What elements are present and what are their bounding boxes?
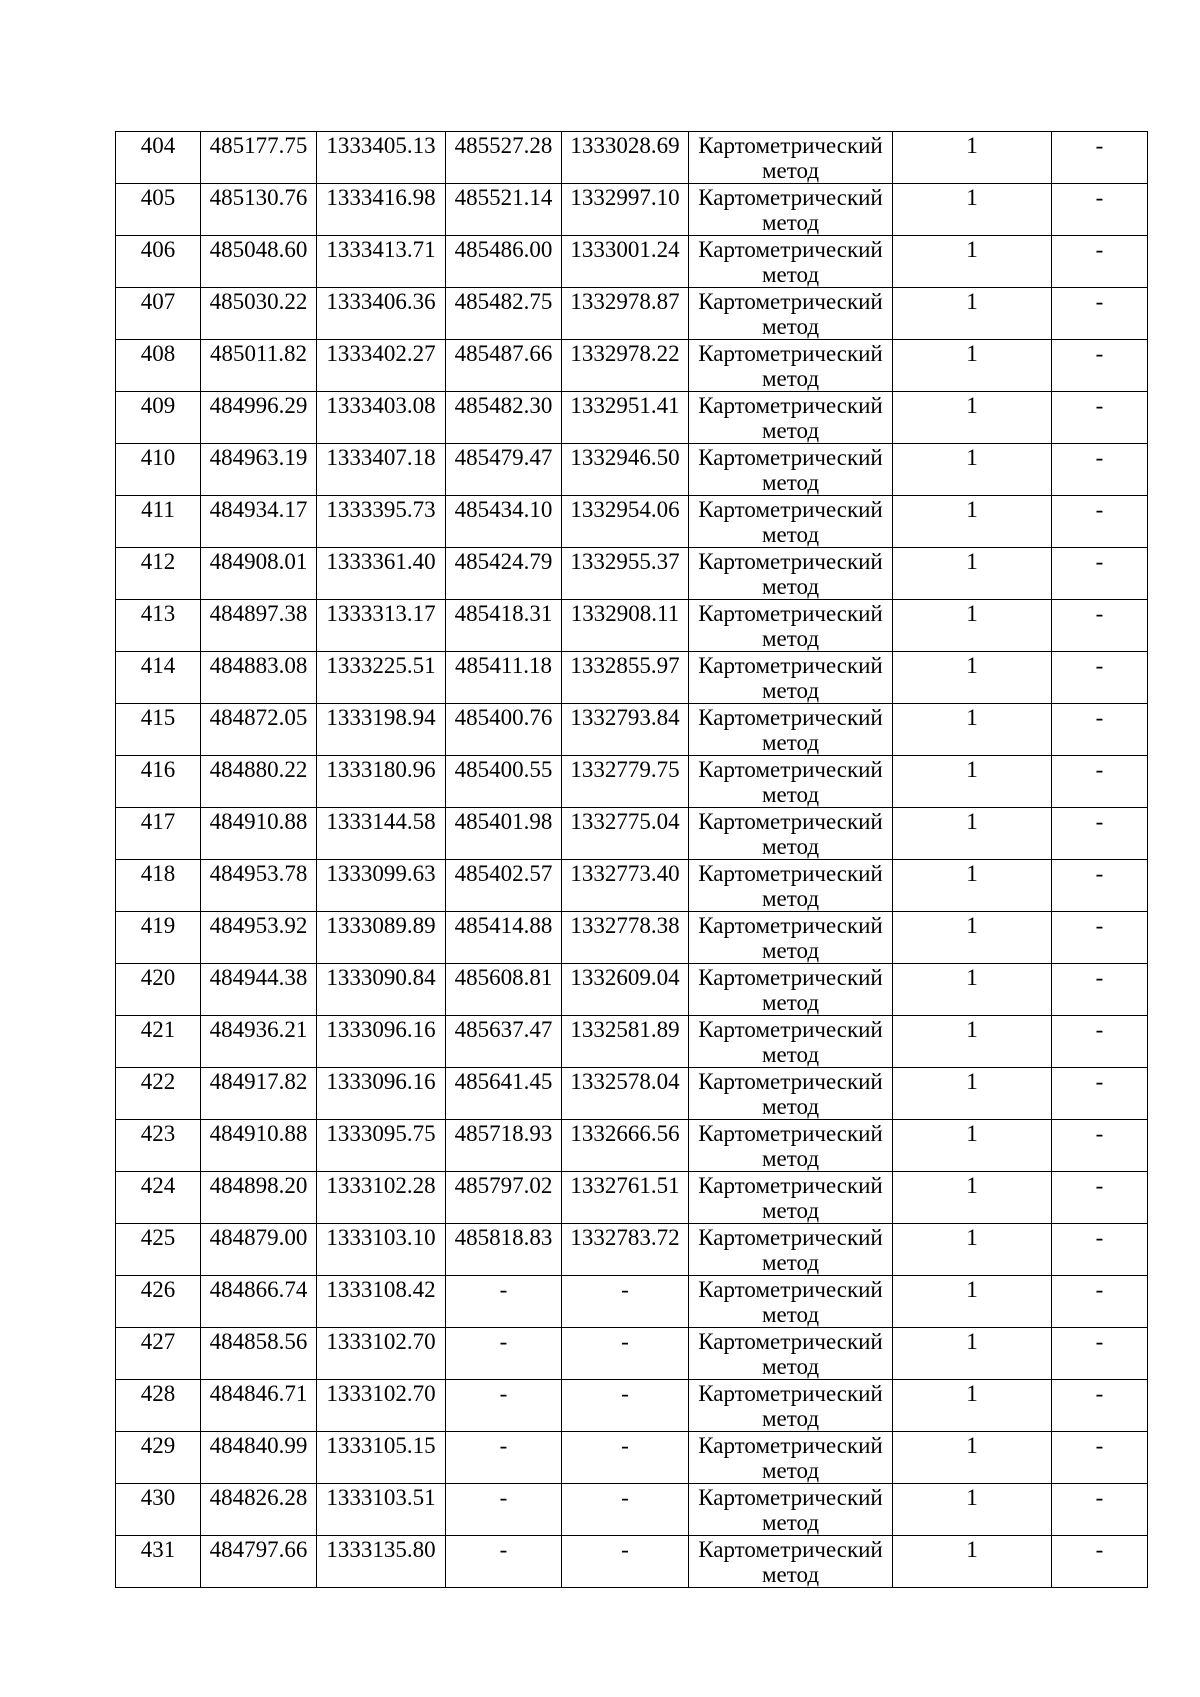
note-cell: - bbox=[1052, 1172, 1148, 1224]
accuracy-cell: 1 bbox=[893, 1328, 1052, 1380]
note-cell: - bbox=[1052, 600, 1148, 652]
table-row bbox=[116, 184, 1148, 236]
accuracy-cell: 1 bbox=[893, 1380, 1052, 1432]
y-coordinate-cell: 1333180.96 bbox=[317, 756, 446, 808]
table-row bbox=[116, 548, 1148, 600]
y2-coordinate-cell: - bbox=[562, 1276, 689, 1328]
table-row bbox=[116, 1484, 1148, 1536]
x-coordinate-cell: 484840.99 bbox=[201, 1432, 317, 1484]
y-coordinate-cell: 1333407.18 bbox=[317, 444, 446, 496]
x-coordinate-cell: 484880.22 bbox=[201, 756, 317, 808]
x2-coordinate-cell: - bbox=[446, 1536, 562, 1588]
x2-coordinate-cell: 485487.66 bbox=[446, 340, 562, 392]
y-coordinate-cell: 1333096.16 bbox=[317, 1068, 446, 1120]
table-row bbox=[116, 964, 1148, 1016]
y-coordinate-cell: 1333103.51 bbox=[317, 1484, 446, 1536]
accuracy-cell: 1 bbox=[893, 340, 1052, 392]
accuracy-cell: 1 bbox=[893, 600, 1052, 652]
note-cell: - bbox=[1052, 1120, 1148, 1172]
method-cell: Картометрический метод bbox=[689, 444, 893, 496]
method-cell: Картометрический метод bbox=[689, 1276, 893, 1328]
method-cell: Картометрический метод bbox=[689, 808, 893, 860]
x-coordinate-cell: 485048.60 bbox=[201, 236, 317, 288]
note-cell: - bbox=[1052, 964, 1148, 1016]
x2-coordinate-cell: 485608.81 bbox=[446, 964, 562, 1016]
table-row bbox=[116, 132, 1148, 184]
x2-coordinate-cell: 485637.47 bbox=[446, 1016, 562, 1068]
method-cell: Картометрический метод bbox=[689, 912, 893, 964]
x-coordinate-cell: 484910.88 bbox=[201, 808, 317, 860]
y2-coordinate-cell: 1332666.56 bbox=[562, 1120, 689, 1172]
y2-coordinate-cell: 1332779.75 bbox=[562, 756, 689, 808]
x2-coordinate-cell: 485424.79 bbox=[446, 548, 562, 600]
accuracy-cell: 1 bbox=[893, 808, 1052, 860]
x-coordinate-cell: 484910.88 bbox=[201, 1120, 317, 1172]
table-row bbox=[116, 340, 1148, 392]
method-cell: Картометрический метод bbox=[689, 1016, 893, 1068]
y2-coordinate-cell: 1332778.38 bbox=[562, 912, 689, 964]
x2-coordinate-cell: 485482.30 bbox=[446, 392, 562, 444]
table-row bbox=[116, 1068, 1148, 1120]
x2-coordinate-cell: 485414.88 bbox=[446, 912, 562, 964]
coordinates-table bbox=[115, 131, 1148, 1588]
method-cell: Картометрический метод bbox=[689, 652, 893, 704]
x-coordinate-cell: 484963.19 bbox=[201, 444, 317, 496]
accuracy-cell: 1 bbox=[893, 1120, 1052, 1172]
accuracy-cell: 1 bbox=[893, 132, 1052, 184]
x2-coordinate-cell: 485418.31 bbox=[446, 600, 562, 652]
x2-coordinate-cell: 485486.00 bbox=[446, 236, 562, 288]
y-coordinate-cell: 1333103.10 bbox=[317, 1224, 446, 1276]
y-coordinate-cell: 1333096.16 bbox=[317, 1016, 446, 1068]
point-number-cell: 430 bbox=[116, 1484, 201, 1536]
note-cell: - bbox=[1052, 860, 1148, 912]
x2-coordinate-cell: - bbox=[446, 1484, 562, 1536]
x2-coordinate-cell: 485479.47 bbox=[446, 444, 562, 496]
x-coordinate-cell: 485130.76 bbox=[201, 184, 317, 236]
note-cell: - bbox=[1052, 1484, 1148, 1536]
y-coordinate-cell: 1333108.42 bbox=[317, 1276, 446, 1328]
y-coordinate-cell: 1333405.13 bbox=[317, 132, 446, 184]
x2-coordinate-cell: 485401.98 bbox=[446, 808, 562, 860]
x-coordinate-cell: 484996.29 bbox=[201, 392, 317, 444]
y-coordinate-cell: 1333395.73 bbox=[317, 496, 446, 548]
method-cell: Картометрический метод bbox=[689, 1328, 893, 1380]
y-coordinate-cell: 1333313.17 bbox=[317, 600, 446, 652]
point-number-cell: 429 bbox=[116, 1432, 201, 1484]
y2-coordinate-cell: - bbox=[562, 1484, 689, 1536]
y2-coordinate-cell: 1332793.84 bbox=[562, 704, 689, 756]
x-coordinate-cell: 484879.00 bbox=[201, 1224, 317, 1276]
note-cell: - bbox=[1052, 704, 1148, 756]
y2-coordinate-cell: 1332978.87 bbox=[562, 288, 689, 340]
accuracy-cell: 1 bbox=[893, 704, 1052, 756]
accuracy-cell: 1 bbox=[893, 184, 1052, 236]
accuracy-cell: 1 bbox=[893, 1172, 1052, 1224]
table-row bbox=[116, 1016, 1148, 1068]
accuracy-cell: 1 bbox=[893, 392, 1052, 444]
x-coordinate-cell: 484846.71 bbox=[201, 1380, 317, 1432]
y-coordinate-cell: 1333089.89 bbox=[317, 912, 446, 964]
x2-coordinate-cell: 485641.45 bbox=[446, 1068, 562, 1120]
table-row bbox=[116, 704, 1148, 756]
accuracy-cell: 1 bbox=[893, 860, 1052, 912]
x-coordinate-cell: 485030.22 bbox=[201, 288, 317, 340]
y-coordinate-cell: 1333225.51 bbox=[317, 652, 446, 704]
x-coordinate-cell: 484908.01 bbox=[201, 548, 317, 600]
table-row bbox=[116, 288, 1148, 340]
point-number-cell: 427 bbox=[116, 1328, 201, 1380]
y-coordinate-cell: 1333102.70 bbox=[317, 1328, 446, 1380]
table-row bbox=[116, 1536, 1148, 1588]
point-number-cell: 428 bbox=[116, 1380, 201, 1432]
y2-coordinate-cell: 1332773.40 bbox=[562, 860, 689, 912]
accuracy-cell: 1 bbox=[893, 1016, 1052, 1068]
x2-coordinate-cell: - bbox=[446, 1328, 562, 1380]
x2-coordinate-cell: 485482.75 bbox=[446, 288, 562, 340]
method-cell: Картометрический метод bbox=[689, 1380, 893, 1432]
method-cell: Картометрический метод bbox=[689, 964, 893, 1016]
table-row bbox=[116, 444, 1148, 496]
note-cell: - bbox=[1052, 1224, 1148, 1276]
note-cell: - bbox=[1052, 1328, 1148, 1380]
method-cell: Картометрический метод bbox=[689, 288, 893, 340]
point-number-cell: 412 bbox=[116, 548, 201, 600]
x2-coordinate-cell: 485818.83 bbox=[446, 1224, 562, 1276]
y-coordinate-cell: 1333102.28 bbox=[317, 1172, 446, 1224]
note-cell: - bbox=[1052, 288, 1148, 340]
x-coordinate-cell: 484953.92 bbox=[201, 912, 317, 964]
point-number-cell: 414 bbox=[116, 652, 201, 704]
point-number-cell: 411 bbox=[116, 496, 201, 548]
x-coordinate-cell: 484826.28 bbox=[201, 1484, 317, 1536]
method-cell: Картометрический метод bbox=[689, 236, 893, 288]
table-body bbox=[116, 132, 1148, 1588]
y2-coordinate-cell: 1332855.97 bbox=[562, 652, 689, 704]
point-number-cell: 423 bbox=[116, 1120, 201, 1172]
x2-coordinate-cell: 485718.93 bbox=[446, 1120, 562, 1172]
accuracy-cell: 1 bbox=[893, 912, 1052, 964]
table-row bbox=[116, 1432, 1148, 1484]
point-number-cell: 422 bbox=[116, 1068, 201, 1120]
table-row bbox=[116, 1328, 1148, 1380]
method-cell: Картометрический метод bbox=[689, 496, 893, 548]
y2-coordinate-cell: 1332951.41 bbox=[562, 392, 689, 444]
table-row bbox=[116, 236, 1148, 288]
note-cell: - bbox=[1052, 1068, 1148, 1120]
accuracy-cell: 1 bbox=[893, 652, 1052, 704]
table-row bbox=[116, 392, 1148, 444]
y-coordinate-cell: 1333144.58 bbox=[317, 808, 446, 860]
point-number-cell: 426 bbox=[116, 1276, 201, 1328]
method-cell: Картометрический метод bbox=[689, 392, 893, 444]
note-cell: - bbox=[1052, 132, 1148, 184]
note-cell: - bbox=[1052, 1276, 1148, 1328]
table-row bbox=[116, 1276, 1148, 1328]
x2-coordinate-cell: - bbox=[446, 1276, 562, 1328]
note-cell: - bbox=[1052, 548, 1148, 600]
y2-coordinate-cell: - bbox=[562, 1380, 689, 1432]
method-cell: Картометрический метод bbox=[689, 1224, 893, 1276]
accuracy-cell: 1 bbox=[893, 548, 1052, 600]
accuracy-cell: 1 bbox=[893, 444, 1052, 496]
method-cell: Картометрический метод bbox=[689, 132, 893, 184]
y-coordinate-cell: 1333361.40 bbox=[317, 548, 446, 600]
y-coordinate-cell: 1333416.98 bbox=[317, 184, 446, 236]
y-coordinate-cell: 1333403.08 bbox=[317, 392, 446, 444]
point-number-cell: 418 bbox=[116, 860, 201, 912]
point-number-cell: 409 bbox=[116, 392, 201, 444]
y-coordinate-cell: 1333102.70 bbox=[317, 1380, 446, 1432]
y2-coordinate-cell: 1332954.06 bbox=[562, 496, 689, 548]
x-coordinate-cell: 484858.56 bbox=[201, 1328, 317, 1380]
table-row bbox=[116, 1224, 1148, 1276]
y-coordinate-cell: 1333402.27 bbox=[317, 340, 446, 392]
y2-coordinate-cell: 1332578.04 bbox=[562, 1068, 689, 1120]
y2-coordinate-cell: 1332946.50 bbox=[562, 444, 689, 496]
y2-coordinate-cell: - bbox=[562, 1432, 689, 1484]
point-number-cell: 407 bbox=[116, 288, 201, 340]
x-coordinate-cell: 484936.21 bbox=[201, 1016, 317, 1068]
method-cell: Картометрический метод bbox=[689, 340, 893, 392]
x2-coordinate-cell: 485400.55 bbox=[446, 756, 562, 808]
accuracy-cell: 1 bbox=[893, 964, 1052, 1016]
point-number-cell: 404 bbox=[116, 132, 201, 184]
y-coordinate-cell: 1333406.36 bbox=[317, 288, 446, 340]
x2-coordinate-cell: 485797.02 bbox=[446, 1172, 562, 1224]
x2-coordinate-cell: 485400.76 bbox=[446, 704, 562, 756]
y2-coordinate-cell: 1332761.51 bbox=[562, 1172, 689, 1224]
y2-coordinate-cell: 1332955.37 bbox=[562, 548, 689, 600]
table-row bbox=[116, 1172, 1148, 1224]
note-cell: - bbox=[1052, 444, 1148, 496]
point-number-cell: 419 bbox=[116, 912, 201, 964]
method-cell: Картометрический метод bbox=[689, 1432, 893, 1484]
note-cell: - bbox=[1052, 756, 1148, 808]
y2-coordinate-cell: - bbox=[562, 1536, 689, 1588]
accuracy-cell: 1 bbox=[893, 288, 1052, 340]
table-row bbox=[116, 600, 1148, 652]
y2-coordinate-cell: 1333001.24 bbox=[562, 236, 689, 288]
x-coordinate-cell: 484953.78 bbox=[201, 860, 317, 912]
note-cell: - bbox=[1052, 496, 1148, 548]
accuracy-cell: 1 bbox=[893, 1276, 1052, 1328]
table-row bbox=[116, 652, 1148, 704]
point-number-cell: 421 bbox=[116, 1016, 201, 1068]
x-coordinate-cell: 484872.05 bbox=[201, 704, 317, 756]
y2-coordinate-cell: 1332581.89 bbox=[562, 1016, 689, 1068]
x2-coordinate-cell: 485411.18 bbox=[446, 652, 562, 704]
point-number-cell: 420 bbox=[116, 964, 201, 1016]
x-coordinate-cell: 484883.08 bbox=[201, 652, 317, 704]
table-row bbox=[116, 912, 1148, 964]
x2-coordinate-cell: 485402.57 bbox=[446, 860, 562, 912]
y-coordinate-cell: 1333105.15 bbox=[317, 1432, 446, 1484]
table-row bbox=[116, 808, 1148, 860]
table-row bbox=[116, 860, 1148, 912]
point-number-cell: 413 bbox=[116, 600, 201, 652]
note-cell: - bbox=[1052, 652, 1148, 704]
accuracy-cell: 1 bbox=[893, 236, 1052, 288]
point-number-cell: 405 bbox=[116, 184, 201, 236]
note-cell: - bbox=[1052, 340, 1148, 392]
method-cell: Картометрический метод bbox=[689, 1120, 893, 1172]
y-coordinate-cell: 1333198.94 bbox=[317, 704, 446, 756]
note-cell: - bbox=[1052, 912, 1148, 964]
note-cell: - bbox=[1052, 1016, 1148, 1068]
y2-coordinate-cell: 1332783.72 bbox=[562, 1224, 689, 1276]
method-cell: Картометрический метод bbox=[689, 704, 893, 756]
y-coordinate-cell: 1333095.75 bbox=[317, 1120, 446, 1172]
y2-coordinate-cell: 1332775.04 bbox=[562, 808, 689, 860]
note-cell: - bbox=[1052, 808, 1148, 860]
y2-coordinate-cell: - bbox=[562, 1328, 689, 1380]
accuracy-cell: 1 bbox=[893, 1536, 1052, 1588]
accuracy-cell: 1 bbox=[893, 1224, 1052, 1276]
x-coordinate-cell: 485011.82 bbox=[201, 340, 317, 392]
x-coordinate-cell: 484866.74 bbox=[201, 1276, 317, 1328]
note-cell: - bbox=[1052, 184, 1148, 236]
accuracy-cell: 1 bbox=[893, 496, 1052, 548]
method-cell: Картометрический метод bbox=[689, 1068, 893, 1120]
y-coordinate-cell: 1333099.63 bbox=[317, 860, 446, 912]
point-number-cell: 425 bbox=[116, 1224, 201, 1276]
table-row bbox=[116, 1120, 1148, 1172]
point-number-cell: 424 bbox=[116, 1172, 201, 1224]
point-number-cell: 431 bbox=[116, 1536, 201, 1588]
x-coordinate-cell: 484934.17 bbox=[201, 496, 317, 548]
accuracy-cell: 1 bbox=[893, 1432, 1052, 1484]
note-cell: - bbox=[1052, 1432, 1148, 1484]
point-number-cell: 408 bbox=[116, 340, 201, 392]
accuracy-cell: 1 bbox=[893, 1068, 1052, 1120]
x2-coordinate-cell: 485527.28 bbox=[446, 132, 562, 184]
method-cell: Картометрический метод bbox=[689, 1536, 893, 1588]
note-cell: - bbox=[1052, 1380, 1148, 1432]
y2-coordinate-cell: 1332908.11 bbox=[562, 600, 689, 652]
point-number-cell: 410 bbox=[116, 444, 201, 496]
x2-coordinate-cell: 485521.14 bbox=[446, 184, 562, 236]
y2-coordinate-cell: 1332609.04 bbox=[562, 964, 689, 1016]
y2-coordinate-cell: 1333028.69 bbox=[562, 132, 689, 184]
x-coordinate-cell: 485177.75 bbox=[201, 132, 317, 184]
table-row bbox=[116, 496, 1148, 548]
x-coordinate-cell: 484898.20 bbox=[201, 1172, 317, 1224]
method-cell: Картометрический метод bbox=[689, 1484, 893, 1536]
y2-coordinate-cell: 1332978.22 bbox=[562, 340, 689, 392]
note-cell: - bbox=[1052, 392, 1148, 444]
y-coordinate-cell: 1333135.80 bbox=[317, 1536, 446, 1588]
note-cell: - bbox=[1052, 1536, 1148, 1588]
method-cell: Картометрический метод bbox=[689, 756, 893, 808]
point-number-cell: 416 bbox=[116, 756, 201, 808]
x-coordinate-cell: 484797.66 bbox=[201, 1536, 317, 1588]
accuracy-cell: 1 bbox=[893, 756, 1052, 808]
method-cell: Картометрический метод bbox=[689, 184, 893, 236]
point-number-cell: 415 bbox=[116, 704, 201, 756]
y-coordinate-cell: 1333413.71 bbox=[317, 236, 446, 288]
x-coordinate-cell: 484917.82 bbox=[201, 1068, 317, 1120]
method-cell: Картометрический метод bbox=[689, 860, 893, 912]
x-coordinate-cell: 484944.38 bbox=[201, 964, 317, 1016]
x2-coordinate-cell: 485434.10 bbox=[446, 496, 562, 548]
method-cell: Картометрический метод bbox=[689, 1172, 893, 1224]
point-number-cell: 417 bbox=[116, 808, 201, 860]
x2-coordinate-cell: - bbox=[446, 1432, 562, 1484]
method-cell: Картометрический метод bbox=[689, 600, 893, 652]
point-number-cell: 406 bbox=[116, 236, 201, 288]
y2-coordinate-cell: 1332997.10 bbox=[562, 184, 689, 236]
note-cell: - bbox=[1052, 236, 1148, 288]
table-row bbox=[116, 756, 1148, 808]
accuracy-cell: 1 bbox=[893, 1484, 1052, 1536]
table-row bbox=[116, 1380, 1148, 1432]
x-coordinate-cell: 484897.38 bbox=[201, 600, 317, 652]
x2-coordinate-cell: - bbox=[446, 1380, 562, 1432]
method-cell: Картометрический метод bbox=[689, 548, 893, 600]
y-coordinate-cell: 1333090.84 bbox=[317, 964, 446, 1016]
